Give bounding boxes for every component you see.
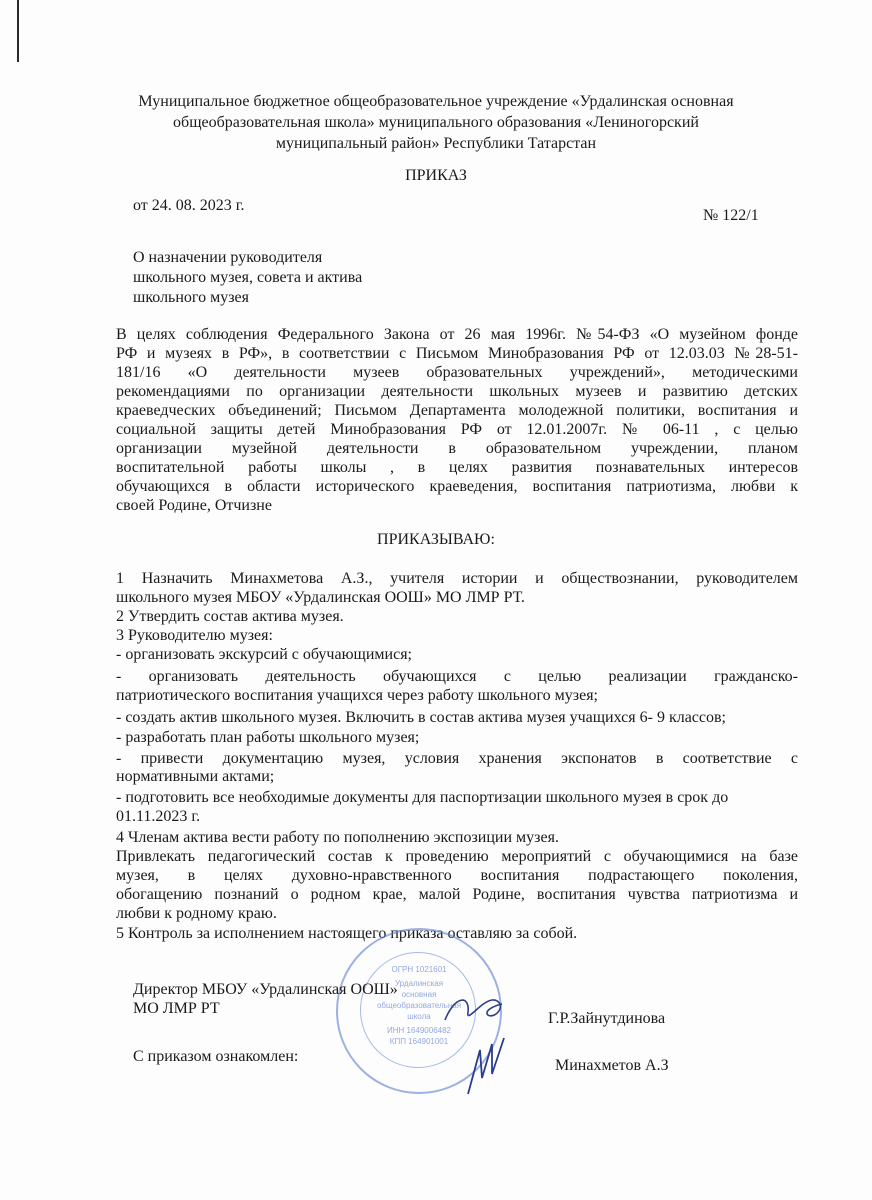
item-line: - подготовить все необходимые документы для паспортизации школьного музея в срок до — [116, 789, 729, 806]
item-line: - организовать экскурсий с обучающимися; — [116, 646, 412, 663]
item-line: обогащению познаний о родном крае, малой Родине, воспитания чувства патриотизма и — [116, 886, 798, 903]
preamble-line: организации музейной деятельности в образовательном учреждении, планом — [116, 440, 798, 457]
director-title: Директор МБОУ «Урдалинская ООШ» — [133, 981, 398, 998]
acknowledged-signature — [462, 1030, 512, 1100]
order-number: № 122/1 — [703, 207, 759, 224]
item-line: 1 Назначить Минахметова А.З., учителя истории и обществознании, руководителем — [116, 570, 798, 587]
acknowledged-label: С приказом ознакомлен: — [133, 1048, 299, 1065]
director-name: Г.Р.Зайнутдинова — [548, 1010, 666, 1027]
preamble-line: краеведческих объединений; Письмом Департамента молодежной политики, воспитания и — [116, 402, 798, 419]
preamble-line: В целях соблюдения Федерального Закона от 26 мая 1996г. №54-ФЗ «О музейном фонде — [116, 326, 798, 343]
seal-text: школа — [407, 1012, 431, 1021]
preamble-line: рекомендациями по организации деятельности школьных музеев и развитию детских — [116, 383, 798, 400]
scan-edge-mark — [17, 0, 19, 62]
decree-heading: ПРИКАЗЫВАЮ: — [377, 531, 495, 548]
preamble-line: 181/16 «О деятельности музеев образовательных учреждений», методическими — [116, 364, 798, 381]
order-date: от 24. 08. 2023 г. — [133, 197, 245, 214]
header-line: муниципальный район» Республики Татарстан — [275, 135, 597, 152]
item-line: Привлекать педагогический состав к проведению мероприятий с обучающимися на базе — [116, 848, 798, 865]
seal-text: основная — [401, 990, 437, 999]
item-line: - разработать план работы школьного музея; — [116, 729, 420, 746]
item-line: любви к родному краю. — [116, 905, 277, 922]
order-subject — [133, 248, 362, 308]
seal-text: ИНН 1649006482 — [386, 1026, 452, 1035]
seal-text: ОГРН 1021601 — [391, 965, 447, 974]
item-line: 5 Контроль за исполнением настоящего приказа оставляю за собой. — [116, 925, 578, 942]
subject-line: школьного музея — [133, 289, 249, 306]
preamble-line: РФ и музеях в РФ», в соответствии с Письмом Минобразования РФ от 12.03.03 №28-51- — [116, 345, 798, 362]
header-line: общеобразовательная школа» муниципального образования «Лениногорский — [173, 114, 699, 131]
item-line: - организовать деятельность обучающихся с целью реализации гражданско- — [116, 668, 798, 685]
organization-header — [0, 91, 872, 154]
subject-line: О назначении руководителя — [133, 249, 323, 266]
header-line: Муниципальное бюджетное общеобразовательное учреждение «Урдалинская основная — [138, 93, 734, 110]
item-line: музея, в целях духовно-нравственного воспитания подрастающего поколения, — [116, 867, 798, 884]
acknowledged-name: Минахметов А.З — [555, 1057, 669, 1074]
item-line: школьного музея МБОУ «Урдалинская ООШ» МО ЛМР РТ. — [116, 589, 525, 606]
item-line: - привести документацию музея, условия хранения экспонатов в соответствие с — [116, 750, 798, 767]
item-line: 4 Членам актива вести работу по пополнению экспозиции музея. — [116, 829, 559, 846]
item-line: нормативными актами; — [116, 768, 275, 785]
seal-text: общеобразовательная — [376, 1001, 462, 1010]
item-line: патриотического воспитания учащихся через работу школьного музея; — [116, 687, 598, 704]
preamble-line: воспитательной работы школы , в целях развития познавательных интересов — [116, 459, 798, 476]
seal-text: Урдалинская — [394, 979, 444, 988]
item-line: 01.11.2023 г. — [116, 808, 201, 825]
item-line: 3 Руководителю музея: — [116, 627, 273, 644]
director-signature — [440, 990, 510, 1030]
preamble-line: социальной защиты детей Минобразования РФ от 12.01.2007г. № 06-11 , с целью — [116, 421, 798, 438]
director-org: МО ЛМР РТ — [133, 1000, 220, 1017]
subject-line: школьного музея, совета и актива — [133, 269, 363, 286]
document-title: ПРИКАЗ — [405, 167, 467, 184]
item-line: - создать актив школьного музея. Включить в состав актива музея учащихся 6- 9 классов; — [116, 709, 726, 726]
seal-text: КПП 164901001 — [389, 1037, 449, 1046]
item-line: 2 Утвердить состав актива музея. — [116, 608, 344, 625]
preamble-line: обучающихся в области исторического краеведения, воспитания патриотизма, любви к — [116, 478, 798, 495]
preamble-line: своей Родине, Отчизне — [116, 497, 272, 514]
